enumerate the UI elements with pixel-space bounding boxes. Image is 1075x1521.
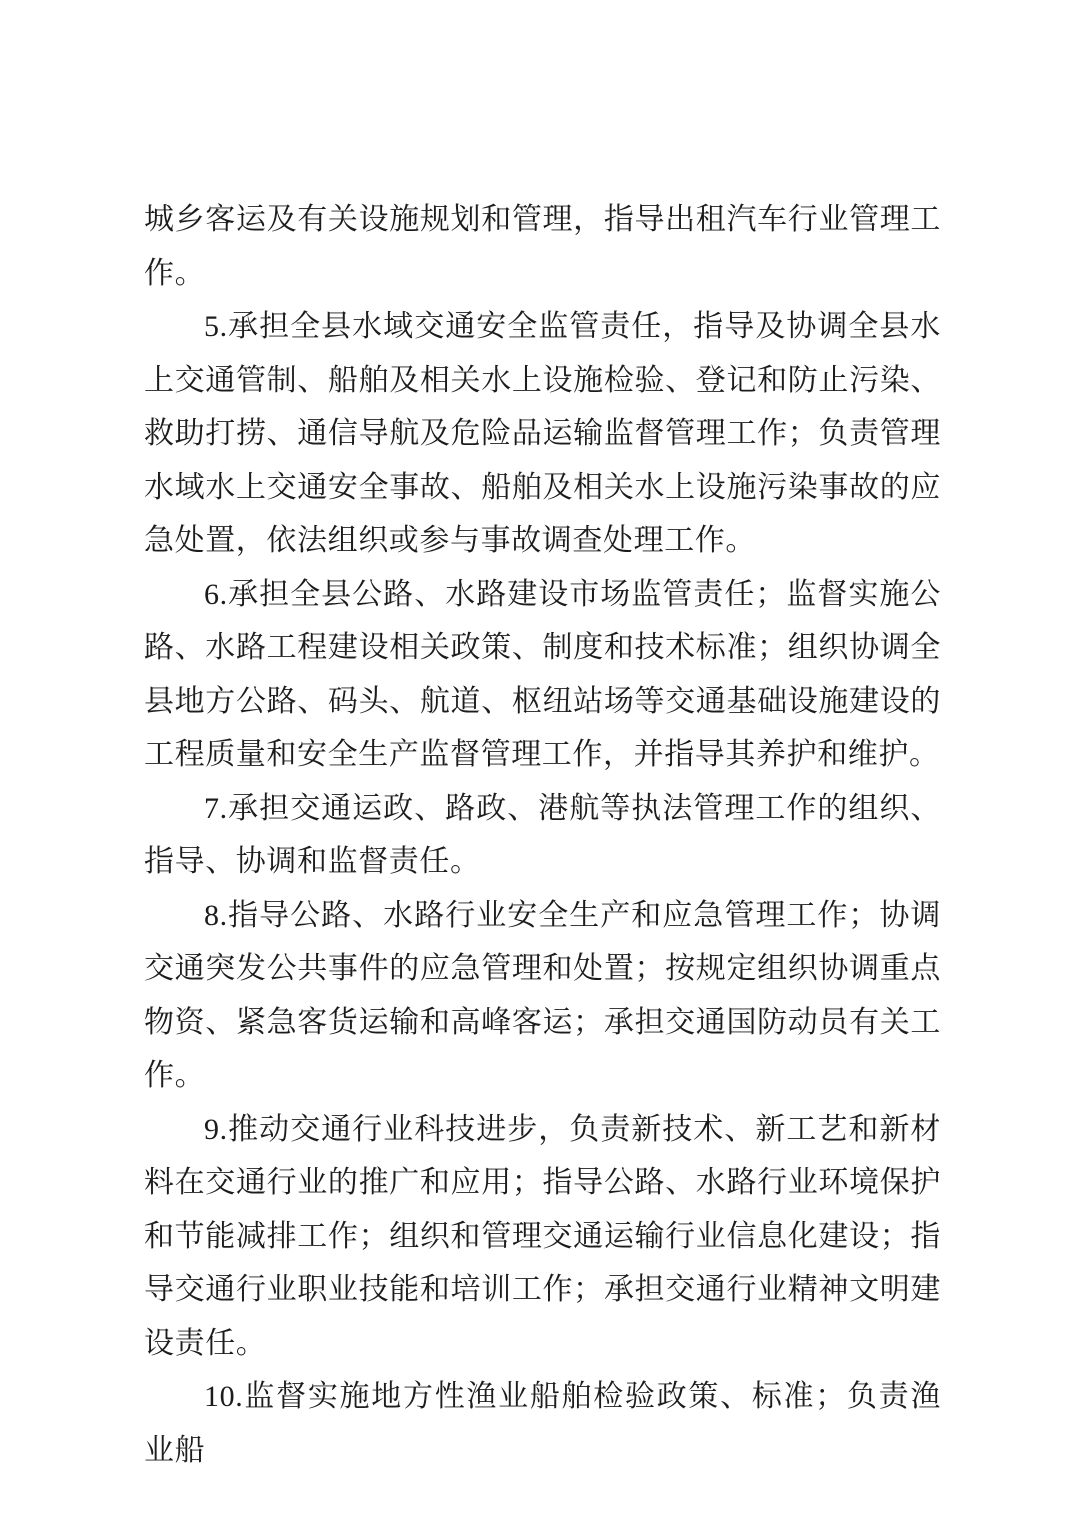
paragraph: 6.承担全县公路、水路建设市场监管责任；监督实施公路、水路工程建设相关政策、制度和技术标准；组织协调全县地方公路、码头、航道、枢纽站场等交通基础设施建设的工程质量和安全生产监督管理工作，并指导其养护和维护。 [144, 577, 941, 771]
document-body [144, 193, 941, 1477]
paragraph: 城乡客运及有关设施规划和管理，指导出租汽车行业管理工作。 [144, 203, 941, 290]
paragraph: 7.承担交通运政、路政、港航等执法管理工作的组织、指导、协调和监督责任。 [144, 791, 941, 878]
paragraph: 10.监督实施地方性渔业船舶检验政策、标准；负责渔业船 [144, 1380, 941, 1467]
paragraph: 9.推动交通行业科技进步，负责新技术、新工艺和新材料在交通行业的推广和应用；指导公路、水路行业环境保护和节能减排工作；组织和管理交通运输行业信息化建设；指导交通行业职业技能和培训工作；承担交通行业精神文明建设责任。 [144, 1112, 941, 1360]
paragraph: 8.指导公路、水路行业安全生产和应急管理工作；协调交通突发公共事件的应急管理和处置；按规定组织协调重点物资、紧急客货运输和高峰客运；承担交通国防动员有关工作。 [144, 898, 941, 1092]
paragraph: 5.承担全县水域交通安全监管责任，指导及协调全县水上交通管制、船舶及相关水上设施检验、登记和防止污染、救助打捞、通信导航及危险品运输监督管理工作；负责管理水域水上交通安全事故、船舶及相关水上设施污染事故的应急处置，依法组织或参与事故调查处理工作。 [144, 310, 941, 557]
